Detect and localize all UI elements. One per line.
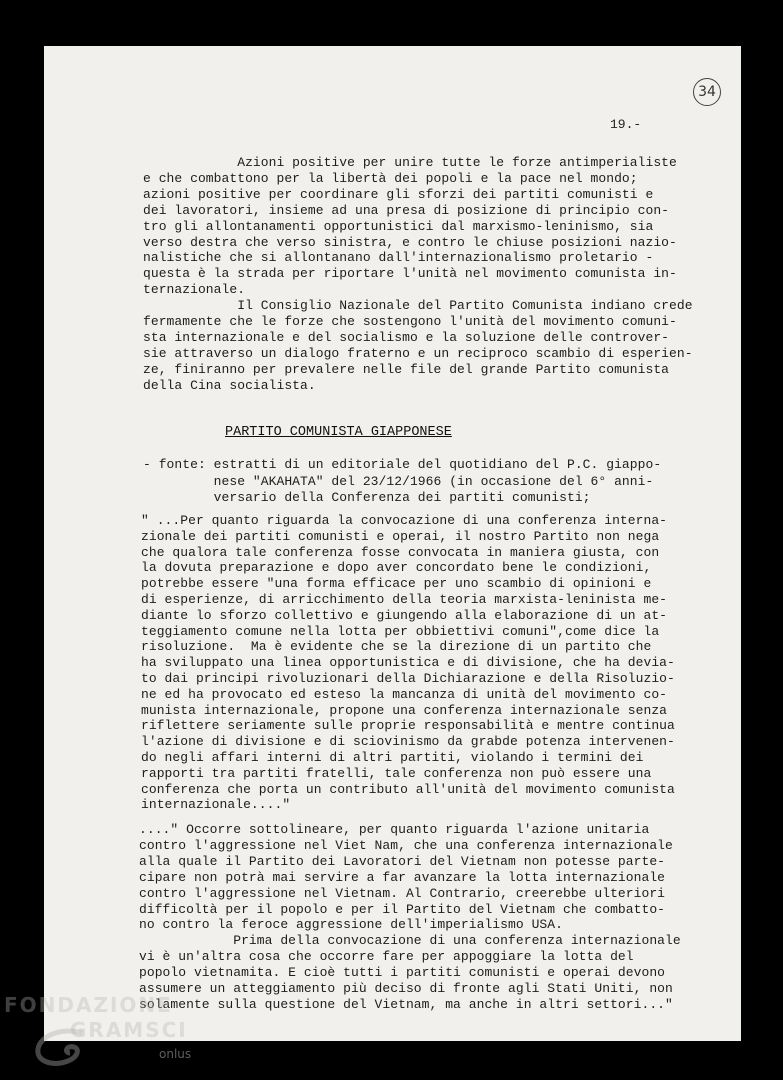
text-line: contro l'aggressione nel Vietnam. Al Contrario, creerebbe ulteriori	[139, 885, 666, 901]
text-line: zionale dei partiti comunisti e operai, il nostro Partito non nega	[141, 528, 660, 544]
text-line: to dai principi rivoluzionari della Dichiarazione e della Risoluzio-	[141, 671, 675, 686]
text-line: nese "AKAHATA" del 23/12/1966 (in occasione del 6° anni-	[143, 473, 654, 489]
text-line: sie attraverso un dialogo fraterno e un reciproco scambio di esperien-	[143, 345, 693, 361]
text-line: teggiamento comune nella lotta per obbiettivi comuni",come dice la	[141, 623, 660, 639]
text-line: la dovuta preparazione e dopo aver concordato bene le condizioni,	[141, 560, 652, 576]
text-line: rapporti tra partiti fratelli, tale conferenza non può essere una	[141, 765, 652, 781]
text-line: riflettere seriamente sulle proprie responsabilità e mentre continua	[141, 718, 675, 734]
text-line: conferenza che porta un contributo all'unità del movimento comunista	[141, 781, 675, 797]
archive-number: 34	[698, 84, 716, 100]
text-line: l'azione di divisione e di sciovinismo da grabde potenza intervenen-	[141, 734, 675, 750]
text-line: della Cina socialista.	[143, 377, 316, 393]
watermark-line1: FONDAZIONE	[4, 993, 173, 1017]
section-heading: PARTITO COMUNISTA GIAPPONESE	[225, 425, 452, 440]
text-line: do negli affari interni di altri partiti, violando i termini dei	[141, 750, 644, 765]
text-line: verso destra che verso sinistra, e contro le chiuse posizioni nazio-	[143, 234, 677, 250]
watermark-line2: GRAMSCI	[70, 1018, 188, 1042]
text-line: risoluzione. Ma è evidente che se la direzione di un partito che	[141, 639, 652, 655]
text-line: potrebbe essere "una forma efficace per uno scambio di opinioni e	[141, 576, 652, 592]
text-line: ternazionale.	[143, 282, 246, 298]
text-line: internazionale...."	[141, 797, 291, 813]
text-line: fermamente che le forze che sostengono l'unità del movimento comuni-	[143, 314, 677, 329]
text-line: tro gli allontanamenti opportunistici dal marxismo-leninismo, sia	[143, 218, 654, 234]
text-line: cipare non potrà mai servire a far avanzare la lotta internazionale	[139, 869, 666, 885]
text-line: munista internazionale, propone una conferenza internazionale senza	[141, 702, 668, 718]
text-line: azioni positive per coordinare gli sforzi dei partiti comunisti e	[143, 186, 654, 202]
text-line: ne ed ha provocato ed esteso la mancanza di unità del movimento co-	[141, 686, 668, 702]
text-line: che qualora tale conferenza fosse convocata in maniera giusta, con	[141, 544, 660, 560]
text-line: questa è la strada per riportare l'unità nel movimento comunista in-	[143, 266, 677, 282]
text-line: - fonte: estratti di un editoriale del quotidiano del P.C. giappo-	[143, 457, 662, 472]
text-line: Prima della convocazione di una conferenza internazionale	[139, 933, 681, 949]
text-line: e che combattono per la libertà dei popoli e la pace nel mondo;	[143, 170, 638, 186]
archive-stamp	[693, 78, 721, 106]
text-line: alla quale il Partito dei Lavoratori del Vietnam non potesse parte-	[139, 853, 666, 869]
page-number: 19.-	[610, 117, 642, 132]
text-line: " ...Per quanto riguarda la convocazione di una conferenza interna-	[141, 513, 668, 528]
text-line: assumere un atteggiamento più deciso di fronte agli Stati Uniti, non	[139, 981, 673, 996]
text-line: contro l'aggressione nel Viet Nam, che una conferenza internazionale	[139, 837, 673, 853]
text-line: ...." Occorre sottolineare, per quanto riguarda l'azione unitaria	[139, 822, 650, 837]
text-line: di esperienze, di arricchimento della teoria marxista-leninista me-	[141, 592, 668, 607]
text-line: versario della Conferenza dei partiti comunisti;	[143, 490, 591, 505]
text-line: Il Consiglio Nazionale del Partito Comunista indiano crede	[143, 298, 693, 314]
text-line: ze, finiranno per prevalere nelle file del grande Partito comunista	[143, 361, 670, 377]
text-line: ha sviluppato una linea opportunistica e di divisione, che ha devia-	[141, 655, 675, 671]
text-line: diante lo sforzo collettivo e giungendo alla elaborazione di un at-	[141, 607, 668, 623]
text-line: no contro la feroce aggressione dell'imperialismo USA.	[139, 917, 563, 933]
text-line: sta internazionale e del socialismo e la soluzione delle controver-	[143, 329, 670, 345]
text-line: dei lavoratori, insieme ad una presa di posizione di principio con-	[143, 202, 670, 218]
text-line: Azioni positive per unire tutte le forze antimperialiste	[143, 155, 677, 170]
text-line: difficoltà per il popolo e per il Partito del Vietnam che combatto-	[139, 901, 666, 917]
text-line: nalistiche che si allontanano dall'internazionalismo proletario -	[143, 250, 654, 266]
text-line: vi è un'altra cosa che occorre fare per appoggiare la lotta del	[139, 949, 634, 965]
watermark-suffix: onlus	[159, 1047, 192, 1061]
text-line: solamente sulla questione del Vietnam, ma anche in altri settori..."	[139, 996, 673, 1012]
text-line: popolo vietnamita. E cioè tutti i partiti comunisti e operai devono	[139, 965, 666, 981]
watermark-logo	[4, 993, 204, 1073]
